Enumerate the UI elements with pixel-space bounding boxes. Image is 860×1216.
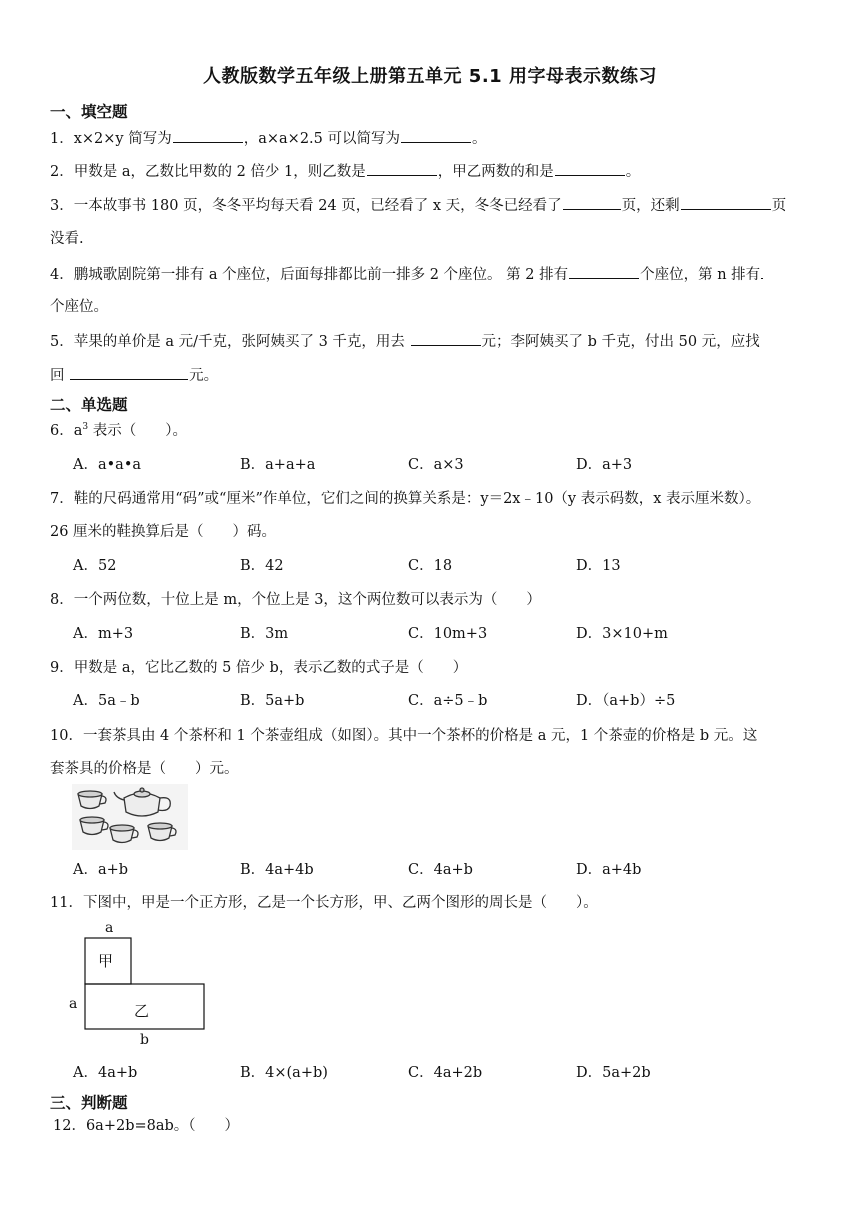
answer-blank[interactable] xyxy=(173,128,243,143)
question-3-text-c: 页 xyxy=(771,198,787,214)
question-4 xyxy=(50,264,810,285)
question-7-options xyxy=(73,556,793,576)
question-1 xyxy=(50,128,810,149)
question-6-exponent: 3 xyxy=(82,422,89,433)
option-a[interactable]: A．a+b xyxy=(73,862,129,878)
question-2-text-a: 2．甲数是 a，乙数比甲数的 2 倍少 1，则乙数是 xyxy=(50,164,366,180)
option-d[interactable]: D．a+4b xyxy=(576,862,642,878)
question-5-text-d: 元。 xyxy=(189,368,219,384)
question-3-text-b: 页，还剩 xyxy=(621,198,680,214)
question-5-text-b: 元；李阿姨买了 b 千克，付出 50 元，应找 xyxy=(481,334,760,350)
page-title: 人教版数学五年级上册第五单元 5.1 用字母表示数练习 xyxy=(203,66,657,87)
question-8: 8．一个两位数，十位上是 m，个位上是 3，这个两位数可以表示为（ ） xyxy=(50,592,541,608)
question-5-text-c: 回 xyxy=(50,368,70,384)
option-a[interactable]: A．m+3 xyxy=(73,626,134,642)
section-true-false: 三、判断题 xyxy=(50,1094,128,1112)
label-bottom-b: b xyxy=(140,1032,149,1048)
rectangle-figure xyxy=(64,920,214,1050)
option-c[interactable]: C．a÷5﹣b xyxy=(408,693,488,709)
question-1-text-b: ，a×a×2.5 可以简写为 xyxy=(243,131,400,147)
answer-blank[interactable] xyxy=(70,365,188,380)
label-square-jia: 甲 xyxy=(98,952,114,970)
option-d[interactable]: D．a+3 xyxy=(576,457,633,473)
option-b[interactable]: B．a+a+a xyxy=(240,457,316,473)
question-2 xyxy=(50,161,810,182)
question-10-continuation: 套茶具的价格是（ ）元。 xyxy=(50,761,239,777)
option-c[interactable]: C．10m+3 xyxy=(408,626,488,642)
question-10: 10．一套茶具由 4 个茶杯和 1 个茶壶组成（如图）。其中一个茶杯的价格是 a 元，1 个茶壶的价格是 b 元。这 xyxy=(50,728,758,744)
question-6-text-end: 表示（ ）。 xyxy=(88,423,187,439)
section-fill-in: 一、填空题 xyxy=(50,103,128,121)
option-d[interactable]: D．3×10+m xyxy=(576,626,668,642)
question-6-options xyxy=(73,455,793,475)
question-6-text: 6．a xyxy=(50,423,83,439)
question-8-options xyxy=(73,624,793,644)
option-b[interactable]: B．42 xyxy=(240,558,284,574)
figure-lines xyxy=(64,920,214,1050)
option-a[interactable]: A．52 xyxy=(73,558,117,574)
option-c[interactable]: C．4a+b xyxy=(408,862,473,878)
option-c[interactable]: C．18 xyxy=(408,558,453,574)
answer-blank[interactable] xyxy=(367,161,437,176)
option-c[interactable]: C．a×3 xyxy=(408,457,464,473)
option-a[interactable]: A．5a﹣b xyxy=(73,693,140,709)
question-5-continuation xyxy=(50,365,810,386)
label-rect-yi: 乙 xyxy=(134,1002,150,1020)
option-c[interactable]: C．4a+2b xyxy=(408,1065,483,1081)
question-9: 9．甲数是 a，它比乙数的 5 倍少 b，表示乙数的式子是（ ） xyxy=(50,660,468,676)
option-a[interactable]: A．4a+b xyxy=(73,1065,138,1081)
question-4-text-b: 个座位，第 n 排有 xyxy=(640,267,761,283)
question-4-text-a: 4．鹏城歌剧院第一排有 a 个座位，后面每排都比前一排多 2 个座位。 第 2 排有 xyxy=(50,267,569,283)
answer-blank[interactable] xyxy=(569,264,639,279)
label-top-a: a xyxy=(105,920,114,936)
answer-blank[interactable] xyxy=(681,195,771,210)
question-3 xyxy=(50,195,810,216)
question-11: 11．下图中，甲是一个正方形，乙是一个长方形，甲、乙两个图形的周长是（ ）。 xyxy=(50,895,598,911)
question-2-text-b: ，甲乙两数的和是 xyxy=(437,164,554,180)
question-3-text-a: 3．一本故事书 180 页，冬冬平均每天看 24 页，已经看了 x 天，冬冬已经看了 xyxy=(50,198,562,214)
option-d[interactable]: D．5a+2b xyxy=(576,1065,651,1081)
answer-blank[interactable] xyxy=(563,195,621,210)
option-b[interactable]: B．4×(a+b) xyxy=(240,1065,328,1081)
tea-set-figure xyxy=(72,784,188,850)
answer-blank[interactable] xyxy=(555,161,625,176)
option-b[interactable]: B．4a+4b xyxy=(240,862,314,878)
label-left-a: a xyxy=(69,996,78,1012)
answer-blank[interactable] xyxy=(411,331,481,346)
option-d[interactable]: D．13 xyxy=(576,558,621,574)
option-b[interactable]: B．3m xyxy=(240,626,289,642)
option-a[interactable]: A．a•a•a xyxy=(73,457,142,473)
question-7-continuation: 26 厘米的鞋换算后是（ ）码。 xyxy=(50,524,277,540)
section-single-choice: 二、单选题 xyxy=(50,396,128,414)
question-11-options xyxy=(73,1063,793,1083)
question-3-continuation: 没看. xyxy=(50,231,84,247)
question-6 xyxy=(50,421,810,441)
option-b[interactable]: B．5a+b xyxy=(240,693,305,709)
question-5 xyxy=(50,331,810,352)
question-5-text-a: 5．苹果的单价是 a 元/千克，张阿姨买了 3 千克，用去 xyxy=(50,334,410,350)
question-1-text-c: 。 xyxy=(472,131,487,147)
question-9-options xyxy=(73,691,793,711)
question-4-continuation: 个座位。 xyxy=(50,299,108,315)
option-d[interactable]: D．（a+b）÷5 xyxy=(576,693,676,709)
question-1-text-a: 1．x×2×y 简写为 xyxy=(50,131,172,147)
answer-blank[interactable] xyxy=(401,128,471,143)
question-12: 12．6a+2b=8ab。（ ） xyxy=(53,1118,240,1134)
question-7: 7．鞋的尺码通常用“码”或“厘米”作单位，它们之间的换算关系是：y＝2x﹣10（y 表示码数，x 表示厘米数）。 xyxy=(50,491,761,507)
question-2-text-c: 。 xyxy=(625,164,641,180)
answer-blank[interactable] xyxy=(761,264,763,279)
question-10-options xyxy=(73,860,793,880)
